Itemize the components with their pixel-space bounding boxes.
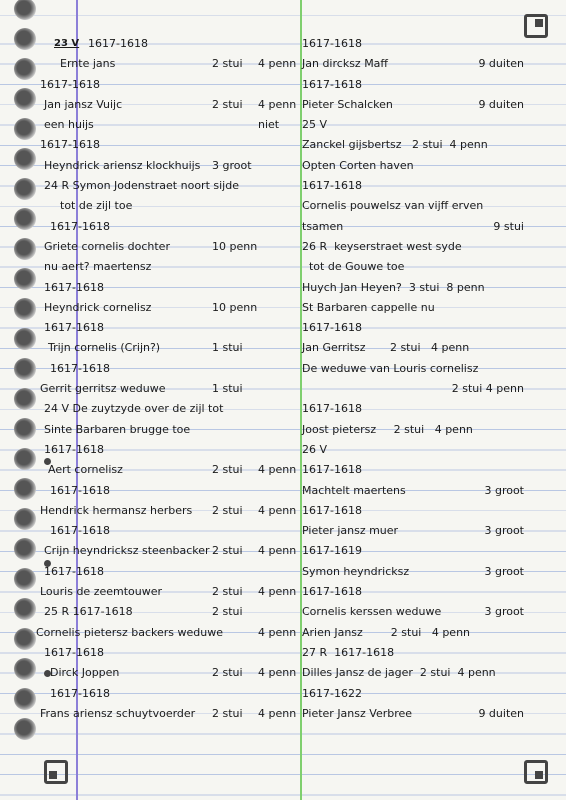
entry-amount: 3 groot [484,483,524,497]
entry-text: 26 R keyserstraet west syde [302,239,462,253]
entry-text: 1617-1618 [44,442,104,456]
entry-text: Dirck Joppen [50,666,120,680]
entry-amount: 4 penn [258,97,297,111]
entry-text: 1617-1618 [302,37,362,50]
entry-text: Griete cornelis dochter [44,239,170,253]
entry-text: Jan dircksz Maff [302,57,389,71]
entry-text: 27 R 1617-1618 [302,645,395,659]
entry-amount: 4 penn [258,463,297,477]
entry-text: Cornelis pietersz backers weduwe [36,625,223,639]
corner-mark-icon [44,760,68,784]
entry-text: 1617-1618 [50,219,110,233]
ledger-entry [36,115,298,135]
entry-text: 24 R Symon Jodenstraet noort sijde [44,179,239,193]
entry-amount: 10 penn [212,300,258,314]
binding-hole-icon [14,208,36,230]
ledger-entry [302,521,538,541]
entry-text: 1617-1618 [40,77,100,91]
binding-hole-icon [14,88,36,110]
entry-amount: 9 duiten [478,97,524,111]
entry-amount: 4 penn [258,625,297,639]
ledger-entry [302,541,538,561]
entry-text: St Barbaren cappelle nu [302,300,435,314]
ledger-entry [36,582,298,602]
entry-amount: 3 groot [484,564,524,578]
entry-text: 25 V [302,118,328,132]
entry-text: 1617-1618 [44,321,104,335]
entry-text: 26 V [302,442,328,456]
binding-hole-icon [14,598,36,620]
entry-text: 1617-1618 [44,564,104,578]
ledger-entry [36,54,298,74]
entry-text: 1617-1618 [302,463,362,477]
ledger-entry [36,278,298,298]
entry-amount: 2 stui [212,544,243,558]
ledger-entry [36,460,298,480]
ledger-entry [302,643,538,663]
entry-amount: 4 penn [258,544,297,558]
ledger-entry [36,684,298,704]
entry-text: Trijn cornelis (Crijn?) [48,341,161,355]
binding-hole-icon [14,268,36,290]
ledger-entry [36,217,298,237]
entry-amount: 9 stui [493,219,524,233]
binding-hole-icon [14,178,36,200]
ledger-entry [36,318,298,338]
ledger-entry [36,359,298,379]
entry-amount: 9 duiten [478,706,524,720]
binding-hole-icon [14,658,36,680]
entry-amount: 1 stui [212,382,243,396]
ledger-entry [302,602,538,622]
binding-hole-icon [14,238,36,260]
entry-text: een huijs [44,118,94,132]
entry-text: Sinte Barbaren brugge toe [44,422,191,436]
ledger-entry [302,420,538,440]
entry-text: Machtelt maertens [302,483,406,497]
entry-text: Pieter Jansz Verbree [302,706,413,720]
ledger-entry [302,379,538,399]
binding-hole-icon [14,328,36,350]
binding-hole-icon [14,118,36,140]
ledger-entry [302,135,538,155]
entry-text: Ernte jans [60,57,116,71]
binding-hole-icon [14,298,36,320]
entry-text: Gerrit gerritsz weduwe [40,382,166,396]
ledger-entry [36,298,298,318]
ledger-entry [36,521,298,541]
entry-text: 1617-1618 [40,138,100,152]
entry-text: 1617-1618 [302,585,362,599]
ledger-entry [302,460,538,480]
ledger-entry [302,684,538,704]
entry-text: Symon heyndricksz [302,564,410,578]
binding-hole-icon [14,508,36,530]
ledger-entry [36,75,298,95]
ledger-entry [302,176,538,196]
ledger-entry [36,440,298,460]
entry-amount: 4 penn [258,585,297,599]
entry-text: Opten Corten haven [302,158,414,172]
entry-amount: 2 stui [212,585,243,599]
entry-text: 1617-1618 [302,402,362,416]
binding-hole-icon [14,0,36,20]
binding-hole-icon [14,388,36,410]
binding-hole-icon [14,538,36,560]
ledger-entry [302,115,538,135]
ledger-entry [302,95,538,115]
ledger-entry [36,704,298,724]
ledger-entry [302,704,538,724]
ledger-entry [36,156,298,176]
binding-hole-icon [14,568,36,590]
entry-text: Cornelis kerssen weduwe [302,605,442,619]
ledger-entry [302,156,538,176]
entry-amount: 4 penn [258,503,297,517]
entry-amount: 2 stui [212,706,243,720]
year-range: 1617-1618 [88,37,148,50]
ledger-entry [302,501,538,521]
entry-amount: niet [258,118,280,132]
ledger-entry [302,338,538,358]
binding-hole-icon [14,718,36,740]
left-column [36,34,298,724]
ledger-entry [302,75,538,95]
left-header-line [36,34,298,54]
entry-text: Pieter jansz muer [302,524,399,538]
ledger-entry [302,623,538,643]
ledger-entry [36,338,298,358]
ledger-entry [36,379,298,399]
entry-text: 24 V De zuytzyde over de zijl tot [44,402,224,416]
ledger-entry [36,623,298,643]
entry-text: Heyndrick ariensz klockhuijs [44,158,201,172]
entry-amount: 2 stui [212,97,243,111]
entry-amount: 2 stui [212,503,243,517]
ledger-entry [36,237,298,257]
ledger-entry [302,237,538,257]
entry-text: Aert cornelisz [48,463,123,477]
entry-text: Frans ariensz schuytvoerder [40,706,196,720]
ledger-entry [302,359,538,379]
entry-amount: 1 stui [212,341,243,355]
entry-text: Huych Jan Heyen? 3 stui 8 penn [302,280,485,294]
entry-text: tsamen [302,219,344,233]
ledger-entry [302,481,538,501]
entry-text: tot de zijl toe [60,199,133,213]
ledger-entry [302,582,538,602]
binding-hole-icon [14,418,36,440]
ledger-entry [302,34,538,54]
entry-amount: 4 penn [258,57,297,71]
entry-amount: 9 duiten [478,57,524,71]
ledger-entry [302,663,538,683]
entry-text: nu aert? maertensz [44,260,152,274]
entry-amount: 2 stui [212,605,243,619]
entry-amount: 3 groot [212,158,252,172]
folio-marker: 23 V [54,38,80,49]
right-column [302,34,538,724]
entry-text: 1617-1619 [302,544,362,558]
ledger-entry [36,501,298,521]
entry-text: 1617-1618 [44,645,104,659]
entry-amount: 3 groot [484,524,524,538]
entry-text: 1617-1618 [50,686,110,700]
entry-text: Crijn heyndricksz steenbacker [44,544,210,558]
entry-text: Louris de zeemtouwer [40,585,163,599]
ledger-entry [36,135,298,155]
binding-hole-icon [14,688,36,710]
entry-amount: 4 penn [258,706,297,720]
entry-text: 1617-1618 [302,503,362,517]
ledger-entry [302,217,538,237]
ledger-entry [36,95,298,115]
ledger-entry [36,176,298,196]
entry-amount: 4 penn [258,666,297,680]
entry-text: 1617-1622 [302,686,362,700]
ledger-entry [36,196,298,216]
entry-text: 1617-1618 [302,77,362,91]
entry-text: 1617-1618 [50,483,110,497]
ledger-entry [302,278,538,298]
ledger-entry [36,602,298,622]
entry-amount: 2 stui [212,57,243,71]
ledger-entry [36,257,298,277]
entry-text: 1617-1618 [50,361,110,375]
binding-hole-icon [14,358,36,380]
entry-amount: 2 stui 4 penn [451,382,524,396]
ledger-entry [302,440,538,460]
entry-text: Jan Gerritsz 2 stui 4 penn [302,341,470,355]
ledger-entry [36,399,298,419]
entry-text: Joost pietersz 2 stui 4 penn [302,422,473,436]
entry-text: Arien Jansz 2 stui 4 penn [302,625,471,639]
binding-hole-icon [14,478,36,500]
ledger-entry [302,399,538,419]
entry-text: Cornelis pouwelsz van vijff erven [302,199,484,213]
entry-text: Pieter Schalcken [302,97,393,111]
entry-text: 1617-1618 [302,179,362,193]
entry-text: 1617-1618 [50,524,110,538]
entry-text: Zanckel gijsbertsz 2 stui 4 penn [302,138,488,152]
ledger-entry [302,318,538,338]
binding-hole-icon [14,448,36,470]
entry-text: Hendrick hermansz herbers [40,503,193,517]
ledger-entry [302,298,538,318]
entry-text: 1617-1618 [302,321,362,335]
ledger-entry [36,541,298,561]
ledger-entry [302,562,538,582]
ledger-entry [36,643,298,663]
ledger-entry [36,420,298,440]
entry-text: Jan jansz Vuijc [44,97,123,111]
entry-amount: 3 groot [484,605,524,619]
entry-text: 25 R 1617-1618 [44,605,133,619]
entry-text: Dilles Jansz de jager 2 stui 4 penn [302,666,496,680]
corner-mark-icon [524,760,548,784]
binding-hole-icon [14,58,36,80]
entry-amount: 10 penn [212,239,258,253]
ledger-entry [302,196,538,216]
ledger-entry [36,481,298,501]
entry-text: Heyndrick cornelisz [44,300,152,314]
entry-amount: 2 stui [212,666,243,680]
binding-hole-icon [14,28,36,50]
entry-amount: 2 stui [212,463,243,477]
ledger-entry [36,562,298,582]
binding-hole-icon [14,148,36,170]
entry-text: De weduwe van Louris cornelisz [302,361,479,375]
ledger-entry [302,54,538,74]
entry-text: 1617-1618 [44,280,104,294]
ledger-entry [302,257,538,277]
entry-text: tot de Gouwe toe [302,260,405,274]
binding-hole-icon [14,628,36,650]
ledger-entry [36,663,298,683]
